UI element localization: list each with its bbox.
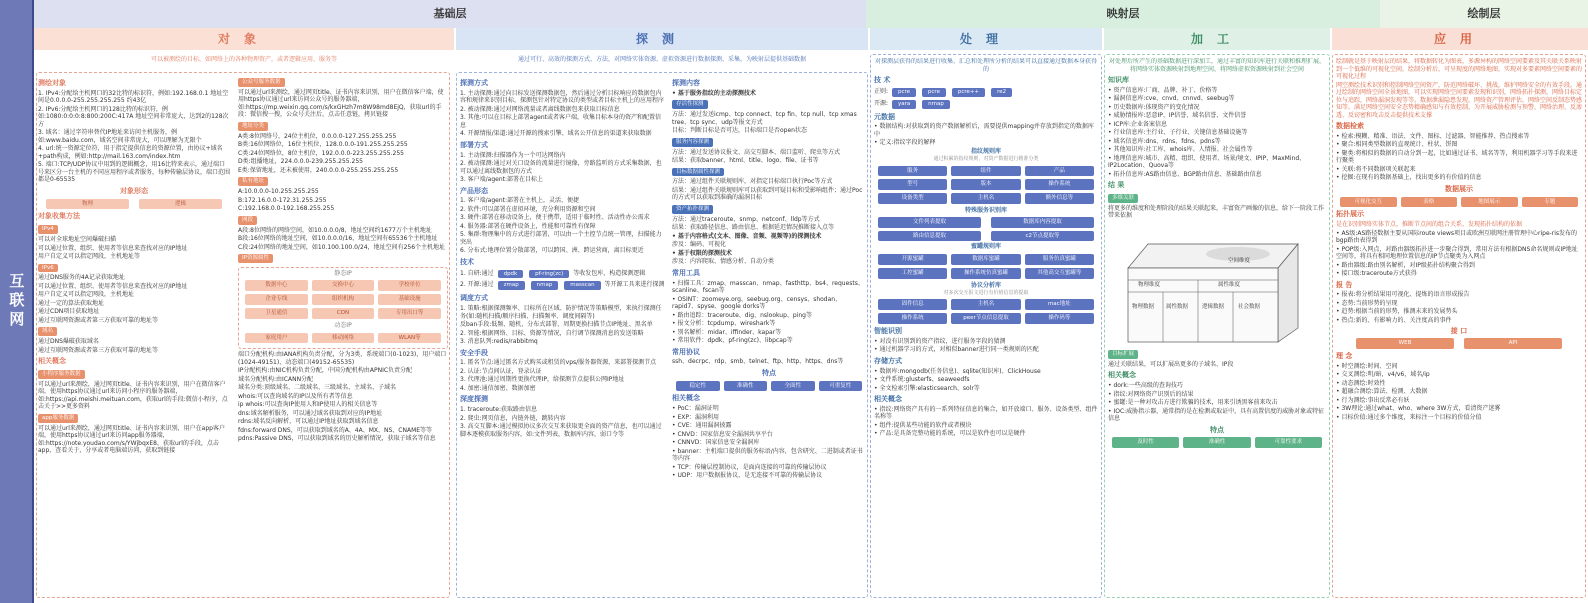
display-heading: 数据展示 bbox=[1445, 184, 1473, 193]
section-probe-title: 探测 bbox=[456, 28, 868, 50]
scan-line: 3. 其他:可以在目标上部署agent或者客户端，收集目标本身的资产和配置信息 bbox=[460, 114, 661, 129]
schedule-line: 1. 策略:根据探测频率、目标所在区域、防护情况等策略模型，来执行探测任务(如:随机扫描/顺序扫描、扫描频率、调度间隔等) bbox=[460, 305, 662, 320]
concept-heading: 相关概念 bbox=[672, 394, 700, 403]
retrieve-line: • 检索:模糊、精准、语法、文件、图标、过滤器、智能推荐、热点搜索等 bbox=[1336, 132, 1530, 140]
cube-col-label: 属性数据 bbox=[1166, 303, 1189, 310]
ipv6-line: 用户自定义可以指定网段，主机地址 bbox=[38, 291, 135, 299]
extra-line: 域名分类:顶级域名、二级域名、三级域名、主域名、子域名 bbox=[238, 384, 397, 392]
ipv4-line: 可以对全球地址空间爆破扫描 bbox=[38, 236, 117, 243]
addr-class-tag: 地址分类 bbox=[238, 122, 268, 131]
scan-heading: 探测方式 bbox=[460, 79, 488, 87]
refine-intro: 对处理后所产生的基础数据进行深加工，通过丰富的知识库进行关联和推理扩展，将网络实体资源映射到地理空间，将网络虚拟资源映射到社会空间 bbox=[1108, 58, 1325, 73]
expand-tag: 目标扩展 bbox=[1108, 350, 1138, 359]
tech-suffix: 等开源工具来进行探测 bbox=[604, 281, 665, 289]
addr-line: D类:组播地址，224.0.0.0-239.255.255.255 bbox=[238, 158, 363, 166]
addr-line: E类:保留地址，还未被使用，240.0.0.0-255.255.255.255 bbox=[238, 166, 399, 174]
deep-line: 1. traceroute:获取路由信息 bbox=[460, 406, 537, 413]
extra-line: pdns:Passive DNS，可以获取到域名的历史解析情况，获取子域名等信息 bbox=[238, 435, 436, 443]
deploy-line: 3. 客户端/agent:部署在目标上 bbox=[460, 176, 544, 183]
fp-lib-item: 组件 bbox=[951, 166, 1020, 177]
fp-tag: 目标数据属性探测 bbox=[672, 168, 724, 177]
scan-line: 1. 主动探测:通过向目标发送探测数据包，然后通过分析目标响应的数据包内容和规律来识别目标，探测包针对特定协议的类型或者目标主机上的应用程序 bbox=[460, 89, 665, 105]
proto-lib-item: mac地址 bbox=[1025, 299, 1094, 310]
app-column bbox=[1336, 58, 1582, 596]
kb-line: • 地理信息库:城市、高精、组织、使用者、场景/境文、IPIP、MaxMind、IP2Location、Quova等 bbox=[1108, 154, 1306, 170]
app-intro-2: 网空测绘技术识别和控制网络空间资产，防范网络破坏、挑战，维护网络安全的有效手段。通过绘制的网络空间全景地图，可以实现网络空间要素发现和识别，网络拓扑探测，网络目标定位与追踪，网络漏洞发现等等。数据泄漏隐患发现，网络资产管理评估，网络空间反制态势感知等。满足网络空间安全态势精确感知与有效控制，为开展威胁检测与预警，网络治理、反渗透、反窃密和攻击反击提供技术支撑 bbox=[1336, 81, 1582, 119]
api-item-web: WEB bbox=[1356, 338, 1454, 349]
special-item: c2节点提取等 bbox=[991, 231, 1094, 242]
meta-heading: 元数据 bbox=[874, 112, 895, 121]
refine-concept-line: • dork:一些高级的查询技巧 bbox=[1108, 382, 1183, 389]
feat-item: 全面性 bbox=[771, 381, 815, 392]
kb-line: • 威胁情报库:恶意IP、IP信誉、域名信誉、文件信誉 bbox=[1108, 112, 1247, 120]
process-column bbox=[874, 58, 1098, 596]
smart-line: • 通过机器学习的方式，对相似banner进行同一类规则的匹配 bbox=[874, 346, 1039, 354]
api-heading: 接 口 bbox=[1450, 327, 1468, 336]
kb-line: • 资产信息库:厂商、品牌、补丁、价格等 bbox=[1108, 86, 1218, 94]
kb-line: • ICP库:企业备案信息 bbox=[1108, 120, 1168, 128]
section-object-subtitle: 可以被测绘的目标，如网络上的各种物理资产，或者逻辑应用、服务等 bbox=[150, 55, 337, 63]
tech-pill: nmap bbox=[531, 281, 559, 290]
tools-line: • 别名解析：midar、iffinder、kapar等 bbox=[672, 328, 782, 336]
multi-tag: 多维关联 bbox=[1108, 194, 1138, 203]
report-heading: 报 告 bbox=[1336, 280, 1353, 289]
layer-row bbox=[34, 0, 1588, 28]
safety-line: 4. 加密:通信加密、数据加密 bbox=[460, 384, 536, 392]
tools-line: • 扫描工具：zmap、masscan、nmap、fasthttp、bs4、requests、scanline、fscan等 bbox=[672, 279, 864, 294]
proto-lib-item: peer节点信息提取 bbox=[951, 313, 1020, 324]
multi-text: 将更多的维度和处理阶段的结果关联起来，丰富资产画像的信息，给下一阶段工作带来依据 bbox=[1108, 204, 1325, 220]
private-tag: 私有地址 bbox=[238, 177, 268, 186]
honeypot-item: 操作系统仿真蜜罐 bbox=[951, 268, 1020, 279]
tech-suffix: 等收发包库，构造探测逻辑 bbox=[573, 269, 646, 277]
idea-line: • 超融合测绘:算法、检测、大数据 bbox=[1336, 388, 1428, 396]
process-concept-line: • 产品:是具备完整功能的系统，可以是软件也可以是硬件 bbox=[874, 430, 1026, 438]
feat-item: 稳定性 bbox=[676, 381, 720, 392]
miniapp-tag: 小程序服务数据 bbox=[38, 370, 85, 379]
refine-concept-line: • IOC:威胁指示器，通常指的是在检测或取证中，具有高置信度的威胁对象或特征信息 bbox=[1108, 407, 1325, 422]
kb-line: • 行业信息库:主行业、子行业、关键信息基础设施等 bbox=[1108, 129, 1248, 137]
honeypot-item: 数据库蜜罐 bbox=[951, 254, 1020, 265]
dynamic-ip-item: 家庭用户 bbox=[245, 333, 308, 344]
schedule-line: 3. 消息队列:redis/rabbitmq bbox=[460, 338, 538, 345]
layer-draw: 绘制层 bbox=[1380, 0, 1588, 28]
media-subheading: • 基于内容格式(文本、图像、音频、视频等)的探测技术 bbox=[672, 232, 822, 240]
regex-pill: re2 bbox=[991, 88, 1012, 97]
ip-attr-tag: IP资源属性 bbox=[238, 254, 273, 263]
cube-col-label: 社会数据 bbox=[1238, 303, 1261, 310]
report-line: • 趋势:根据当前的形势，推测未来的发展势头 bbox=[1336, 308, 1458, 316]
tech-pill: masscan bbox=[564, 281, 600, 290]
section-app-title: 应用 bbox=[1332, 28, 1588, 50]
domain-line: 通过DNS爆破获取域名 bbox=[38, 338, 99, 346]
layer-base: 基础层 bbox=[34, 0, 866, 28]
alive-tag: 存活性探测 bbox=[672, 100, 708, 109]
topo-display-sub: 是在识别网络实体节点，推断节点间的组合关系，发现拓扑结构的依据 bbox=[1336, 221, 1523, 229]
object-column-right bbox=[238, 76, 448, 596]
wechat-line: 可以通过url来测绘，通过网页title、证书内容来识别，用户在微信客户端，使用https协议通过url来访问公众号的服务器端，如:https://mp.weixin.qq.com/s/kxGHzh7m8W98md8EjQ，获取url的手段：微信搜一搜，公众号关注后，点击任意链，拷贝链接 bbox=[238, 88, 444, 119]
open-pill: nmap bbox=[922, 100, 950, 109]
kb-heading: 知识库 bbox=[1108, 76, 1129, 84]
refine-feat-item: 准确性 bbox=[1183, 437, 1250, 448]
concept-line: • TCP：传输层控制协议，是面向连接的可靠的传输层协议 bbox=[672, 463, 827, 471]
svc-subheading: • 基于服务指纹的主动探测技术 bbox=[672, 89, 756, 97]
refine-concept-heading: 相关概念 bbox=[1108, 371, 1136, 380]
proto-line: ssh、decrpc、rdp、smb、telnet、ftp、http、https、dns等 bbox=[672, 358, 844, 366]
addr-line: A类:8位网络号，24位主机位，0.0.0.0-127.255.255.255 bbox=[238, 132, 397, 140]
topo-tag: 资产拓扑探测 bbox=[672, 205, 713, 214]
product-line: 6. 分布式:地理位置分散部署，可以跨国、洲、跨运营商，离目标更近 bbox=[460, 247, 644, 255]
special-item: 路由信息提取 bbox=[878, 231, 981, 242]
report-line: • 报表:将分析结果用可视化、提炼的语言形成报告 bbox=[1336, 291, 1470, 299]
process-concept-line: • 组件:提供某些功能的软件或者模块 bbox=[874, 421, 972, 429]
refine-concept-line: • 蜜罐:是一种对攻击方进行欺骗的技术，用来引诱黑客前来攻击 bbox=[1108, 399, 1278, 406]
subnet-line: C段:24位网络的地址空间，如10.100.100.0/24，地址空间有256个主机地址 bbox=[238, 243, 446, 251]
static-ip-item: 学校单位 bbox=[378, 280, 441, 291]
honeypot-item: 其他高交互蜜罐等 bbox=[1025, 268, 1094, 279]
deploy-line: 2. 被动探测:通过对关口设备的流量进行镜像，旁路监听的方式采集数据，也可以通过离线数据包的方式 bbox=[460, 160, 662, 175]
related-heading: 相关概念 bbox=[38, 357, 66, 366]
proto-lib-sub: 对多次交互报文进行有价值信息的提取 bbox=[943, 290, 1029, 297]
extra-line: ip whois:可以查询IP使用人和IP使用人的相关信息等 bbox=[238, 401, 378, 409]
extra-line: IP分配机构:由NIC机构负责分配，中国分配机构由APNIC负责分配 bbox=[238, 367, 413, 375]
refine-feat-heading: 特点 bbox=[1210, 425, 1224, 434]
extra-line: dns:域名解析服务，可以通过域名获取到对应的IP地址 bbox=[238, 409, 383, 417]
topo-display-line: • 路由器级:路由别名解析，对IP级拓扑结构聚合得到 bbox=[1336, 261, 1475, 269]
tech-pill: zmap bbox=[498, 281, 525, 290]
retrieve-line: • 聚类:将相似的数据的自动分到一起，比如通过证书、域名等等，利用机器学习等手段来进行聚类 bbox=[1336, 149, 1578, 165]
tech-pill: pf-ring(zc) bbox=[529, 270, 569, 279]
product-heading: 产品形态 bbox=[460, 186, 488, 195]
special-heading: 特殊服务识别库 bbox=[964, 207, 1007, 215]
fp-lib-item: 主机名 bbox=[951, 193, 1020, 204]
kb-line: • 历史数据库:体现资产的变化情况 bbox=[1108, 103, 1200, 111]
extra-line: rdns:域名反向解析，可以通过IP地址获取到域名信息 bbox=[238, 418, 379, 426]
fp-lib-item: 额外信息等 bbox=[1025, 193, 1094, 204]
store-line: • 全文检索引擎:elasticsearch、solr等 bbox=[874, 384, 980, 392]
ipv6-line: 可以通过位置、组织、使用者等信息来查找对应的IP地址 bbox=[38, 282, 188, 290]
probe-column-left bbox=[460, 76, 666, 596]
ipv4-line: 用户自定义可以指定网段，主机地址等 bbox=[38, 253, 141, 260]
tools-heading: 常用工具 bbox=[672, 268, 700, 277]
scan-line: 2. 被动探测:通过对网络流量或者离线数据包来获取目标信息 bbox=[460, 105, 620, 113]
object-line: 3. 域名：通过字符串替代IP地址来访问主机服务，例如:www.baidu.com，域名空间非常庞大，可以理解为无限个 bbox=[38, 129, 202, 144]
tools-line: • 路由追踪：traceroute、dig、nslookup、ping等 bbox=[672, 311, 812, 319]
side-band bbox=[0, 0, 34, 603]
deploy-line: 1. 主动探测:扫描器作为一个可达网络内 bbox=[460, 151, 566, 159]
concept-line: • EXP：漏洞利用 bbox=[672, 413, 719, 421]
cube-col-label: 物理数据 bbox=[1132, 303, 1155, 310]
wechat-tag: 公众号服务数据 bbox=[238, 78, 285, 87]
deep-line: 2. 爬虫:网页信息，内链外链，跳转内容 bbox=[460, 414, 566, 422]
section-object-title: 对象 bbox=[34, 28, 454, 50]
idea-line: • 目标价值:通过多个维度，来标注一个目标的价值分值 bbox=[1336, 413, 1482, 421]
ipv6-line: 通过一定的算法获取地址 bbox=[38, 299, 105, 307]
kb-line: • 域名信息库:dns、rdns、fdns、pdns等 bbox=[1108, 137, 1221, 145]
svc-line: 方法：通过发送协议报文、高交互脚本、端口监听、爬虫等方式 bbox=[672, 148, 841, 156]
smart-heading: 智能识别 bbox=[874, 327, 902, 336]
concept-line: • PoC：漏洞证明 bbox=[672, 405, 719, 413]
refine-concept-line: • 指纹:对网络资产识别后的结果 bbox=[1108, 390, 1194, 398]
meta-line: • 定义:指纹字段的解释 bbox=[874, 139, 936, 147]
tech-heading: 技术 bbox=[460, 257, 474, 266]
ipv6-tag: IPv6 bbox=[38, 264, 58, 273]
feat-item: 准确性 bbox=[724, 381, 768, 392]
perm-line: 涉及：内容爬取、情感分析、自动分类 bbox=[672, 258, 775, 266]
probe-column-right bbox=[672, 76, 866, 596]
static-ip-item: 卫星通信 bbox=[245, 308, 308, 319]
subnet-line: B段:16位网络的地址空间，如10.0.0.0/16，地址空间有65536个主机地址 bbox=[238, 235, 438, 242]
fp-lib-item: 产品 bbox=[1025, 166, 1094, 177]
retrieve-line: • 聚合:相同类型数据的直观统计、柱状、饼图 bbox=[1336, 141, 1458, 149]
process-concept-heading: 相关概念 bbox=[874, 395, 902, 404]
fp-lib-item: 设备类型 bbox=[878, 193, 947, 204]
process-concept-line: • 指纹:网络资产具有的一系列特征信息的集合，如开放端口、服务、设备类型、组件名称等 bbox=[874, 405, 1098, 421]
private-line: C:192.168.0.0-192.168.255.255 bbox=[238, 205, 335, 213]
static-ip-item: 企业专线 bbox=[245, 294, 308, 305]
topo-line: 方法：通过traceroute、snmp、netconf、lldp等方式 bbox=[672, 215, 820, 223]
static-ip-item: CDN bbox=[312, 308, 375, 319]
cube-sub-label: 物理维度 bbox=[1138, 281, 1161, 288]
retrieve-heading: 数据检索 bbox=[1336, 122, 1364, 130]
concept-line: • banner：主机端口提供的服务标语/内容，包含研究、二进制或者证书等内容 bbox=[672, 447, 863, 463]
safety-line: 3. 代理池:通过周期性更换代理IP，给探测节点提供公网IP地址 bbox=[460, 376, 625, 384]
proto-lib-item: 操作系统 bbox=[878, 313, 947, 324]
retrieve-line: • 关联:将不同数据项关联起来 bbox=[1336, 165, 1416, 173]
schedule-heading: 调度方式 bbox=[460, 294, 488, 303]
store-line: • 文件系统:glusterfs、seaweedfs bbox=[874, 376, 970, 384]
cube-top-label: 空间维度 bbox=[1228, 257, 1251, 264]
display-item: 地图展示 bbox=[1461, 197, 1518, 208]
regex-pill: pcre bbox=[892, 88, 916, 97]
kb-line: • 拓扑信息库:AS路由信息、BGP路由信息、基础路由信息 bbox=[1108, 170, 1262, 178]
feat-heading: 特点 bbox=[762, 368, 776, 377]
alive-line: 方法：通过发送icmp、tcp connect、tcp fin、tcp null、tcp xmas tree、tcp sync、udp等报文方式 bbox=[672, 111, 857, 126]
proto-lib-item: 固件信息 bbox=[878, 299, 947, 310]
object-line: 4. url:统一资源定位符，用于指定提供信息的资源位置，由协议+域名+path构成，例如:http://mail.163.com/index.htm bbox=[38, 145, 223, 160]
object-form-heading: 对象形态 bbox=[120, 186, 148, 195]
refine-column bbox=[1108, 58, 1326, 596]
form-physical: 物理 bbox=[46, 199, 129, 210]
topo-display-line: • AS级:AS路径数据主要从国际route views项目或欧洲互联网注册管理中心ripe-ris发布的bgp路由表得到 bbox=[1336, 229, 1578, 245]
static-ip-item: 交换中心 bbox=[312, 280, 375, 291]
process-tech-heading: 技 术 bbox=[874, 76, 891, 84]
display-item: 可视化交互 bbox=[1340, 197, 1397, 208]
proto-lib-heading: 协议分析库 bbox=[970, 281, 1001, 289]
topo-line: 结果：获取路径信息、路由信息、根据延迟情况推断接入点等 bbox=[672, 224, 835, 232]
api-item-api: API bbox=[1464, 338, 1562, 349]
dynamic-ip-item: WLAN等 bbox=[378, 333, 441, 344]
idea-line: • 时空测绘:时间、空间 bbox=[1336, 362, 1398, 370]
appserver-tag: app服务数据 bbox=[38, 414, 78, 423]
tech-pill: dpdk bbox=[498, 270, 524, 279]
extra-line: 域名分配机构:由ICANN分配 bbox=[238, 375, 314, 383]
schedule-line: 2. 智能:根据网络、目标、资源等情况，自行调节探测消息的发送策略 bbox=[460, 329, 644, 337]
kb-line: • 其他知识库:社工库、whois库、人情报、社会属性等 bbox=[1108, 146, 1253, 154]
safety-line: 2. 认证:节点间认证，登录认证 bbox=[460, 367, 542, 375]
domain-line: 通过互联网资源或者第三方获取可靠的地址等 bbox=[38, 346, 159, 354]
proto-lib-item: 主机名 bbox=[951, 299, 1020, 310]
object-line: 5. 端口:TCP/UDP协议中用到的逻辑概念，用16比特来表示，通过端口号来区分一台主机的不同应用程序或者服务，每种传输层协议，端口范围都是0-65535 bbox=[38, 161, 230, 184]
meta-line: • 数据结构:对获取到的资产数据解析后，需要提供mapping并存放到指定的数据库中 bbox=[874, 123, 1094, 138]
deep-line: 3. 高交互脚本:通过模拟协议多次交互来获取更全面的资产信息，也可以通过脚本逐模获取服务内容，如:文件列表，数据库内容，弱口令等 bbox=[460, 423, 662, 438]
store-line: • 数据库:mongodb(任务信息)、sqlite(知识库)、ClickHouse bbox=[874, 367, 1041, 375]
concept-line: • CNVD：国家信息安全漏洞共享平台 bbox=[672, 430, 773, 438]
dynamic-ip-title: 动态IP bbox=[334, 322, 352, 329]
extra-line: whois:可以查询域名的IP以及所有者等信息 bbox=[238, 392, 353, 400]
fp-line: 方法：通过组件关联规则库，对指定目标端口执行Poc等方式 bbox=[672, 178, 833, 186]
domain-tag: 域名 bbox=[38, 327, 57, 336]
safety-heading: 安全手段 bbox=[460, 348, 488, 357]
expand-text: 通过关联结果，可以扩展出更多的子域名、IP段 bbox=[1108, 360, 1234, 368]
smart-line: • 对没有识别到的资产指纹，进行服务字段的猜测 bbox=[874, 337, 1006, 345]
cube-col-label: 逻辑数据 bbox=[1202, 303, 1225, 310]
idea-line: • 行为测绘:事出反常必有妖 bbox=[1336, 396, 1410, 404]
regex-pill: pcre bbox=[922, 88, 946, 97]
side-label: 互联网 bbox=[7, 273, 26, 330]
regex-row bbox=[874, 87, 1098, 98]
form-logical: 逻辑 bbox=[139, 199, 222, 210]
tools-line: • 常用软件：dpdk、pf-ring(zc)、libpcap等 bbox=[672, 337, 793, 344]
open-row bbox=[874, 99, 1098, 110]
regex-pill: pcre++ bbox=[952, 88, 985, 97]
object-heading: 测绘对象 bbox=[38, 79, 66, 87]
fp-lib-item: 型号 bbox=[878, 179, 947, 190]
addr-line: C类:24位网络位，8位主机位，192.0.0.0-223.255.255.255 bbox=[238, 149, 404, 157]
topo-display-line: • 接口级:traceroute方式获得 bbox=[1336, 270, 1417, 278]
tech-line-1 bbox=[460, 269, 666, 280]
ipv4-line: 可以通过位置、组织、使用者等信息来查找对应的IP地址 bbox=[38, 244, 188, 252]
method-heading: 对象收集方法 bbox=[38, 212, 80, 221]
object-column-left bbox=[38, 76, 230, 596]
section-probe-subtitle: 通过可行、高效的探测方式、方法，对网络实体资源、虚拟资源进行数据探测、采集，为映射层提供基础数据 bbox=[517, 55, 806, 63]
layer-map: 映射层 bbox=[866, 0, 1380, 28]
appserver-line: 可以通过url来测绘，通过网页title、证书内容来识别，用户在app客户端，使用https协议通过url来访问app服务器端，如:https://note.youdao.com/s/YWjbqxE8，获取url的手段，点击app，查看关于，分享或者电脑端访问，获取到链接 bbox=[38, 424, 225, 455]
ipv6-line: 通过DNS服务的4A记录获取地址 bbox=[38, 274, 125, 282]
refine-feat-item: 可靠性要求 bbox=[1255, 437, 1322, 448]
scan-line: 4. 开源情报/渠道:通过开源的搜索引擎、域名公开信息的渠道来获取数据 bbox=[460, 130, 652, 138]
media-line: 涉及：编码、可视化 bbox=[672, 241, 727, 249]
object-line: 2. IPv6:分配给主机网口的128比特的标识符，例如:1080:0:0:0:8:800:200C:417A 地址空间非常庞大，达到2的128次方 bbox=[38, 105, 229, 128]
idea-line: • 动态测绘:时效性 bbox=[1336, 379, 1386, 387]
subnet-tag: 网段 bbox=[238, 216, 257, 225]
special-item: 数据库内容提取 bbox=[991, 217, 1094, 228]
section-refine-title: 加工 bbox=[1104, 28, 1330, 50]
subnet-line: A段:8位网络的网络空间，如10.0.0.0/8，地址空间约1677万个主机地址 bbox=[238, 226, 432, 234]
product-line: 3. 硬件:部署在移动设备上，便于携带，适用于临时性、活动性办公需求 bbox=[460, 214, 650, 222]
honeypot-item: 开源蜜罐 bbox=[878, 254, 947, 265]
kb-line: • 漏洞信息库:cve、cnvd、cnnvd、seebug等 bbox=[1108, 95, 1235, 103]
safety-line: 1. 匿名节点:通过匿名方式购买或租赁的vps/服务器资源，来部署探测节点 bbox=[460, 359, 657, 367]
product-line: 4. 服务器:部署在硬件设备上，性能和可靠性有保障 bbox=[460, 222, 596, 230]
display-item: 表格 bbox=[1401, 197, 1458, 208]
alive-line: 目标：判断目标是否可达，目标端口是否open状态 bbox=[672, 127, 807, 135]
cube-sub-label: 属性维度 bbox=[1218, 281, 1241, 288]
proto-lib-item: 操作码等 bbox=[1025, 313, 1094, 324]
section-process-title: 处理 bbox=[870, 28, 1102, 50]
static-ip-item: 数据中心 bbox=[245, 280, 308, 291]
regex-label: 正则: bbox=[874, 87, 889, 95]
special-item: 文件列表提取 bbox=[878, 217, 981, 228]
result-heading: 结 果 bbox=[1108, 181, 1125, 190]
app-intro: 绘制就是基于映射层的结果，将数据转化为图表，多源异构的网络空间要素及其关联关系映射到一个低维的可视化空间，绘制分析后，可呈现度的网络地图，实现对多要素网络空间要素的可视化过程 bbox=[1336, 58, 1582, 80]
tools-line: • 报文分析：tcpdump、wireshark等 bbox=[672, 320, 776, 327]
deep-heading: 深度探测 bbox=[460, 395, 488, 404]
dynamic-ip-item: 移动网络 bbox=[312, 333, 375, 344]
display-item: 专题 bbox=[1522, 197, 1579, 208]
fp-lib-item: 操作系统 bbox=[1025, 179, 1094, 190]
addr-line: B类:16位网络位，16位主机位，128.0.0.0-191.255.255.255 bbox=[238, 141, 408, 149]
store-heading: 存储方式 bbox=[874, 356, 902, 365]
topo-display-heading: 拓扑展示 bbox=[1336, 210, 1364, 219]
private-line: A:10.0.0.0-10.255.255.255 bbox=[238, 188, 319, 196]
report-line: • 态势:当前形势的呈现 bbox=[1336, 299, 1398, 307]
tech-prefix: 2. 开源:通过 bbox=[460, 281, 494, 289]
idea-line: • 3W理论:通过what、who、where 3W方式，看清资产迷雾 bbox=[1336, 405, 1501, 413]
schedule-line: 反ban手段:低频、随机、分布式部署、周期更换扫描节点IP地址、黑名单 bbox=[460, 321, 653, 328]
deploy-heading: 部署方式 bbox=[460, 140, 488, 149]
honeypot-item: 工控蜜罐 bbox=[878, 268, 947, 279]
report-line: • 热点:新的、有影响力的、关注度高的事件 bbox=[1336, 316, 1452, 324]
static-ip-item: 组织机构 bbox=[312, 294, 375, 305]
honeypot-heading: 蜜罐规则库 bbox=[970, 243, 1001, 251]
concept-line: • CNNVD：国家信息安全漏洞库 bbox=[672, 439, 760, 447]
idea-heading: 理 念 bbox=[1336, 352, 1353, 360]
object-line: 1. IPv4:分配给主机网口的32比特的标识符，例如:192.168.0.1 地址空间是0.0.0.0-255.255.255.255 约43亿 bbox=[38, 89, 229, 105]
content-heading: 探测内容 bbox=[672, 79, 700, 87]
ipv4-tag: IPv4 bbox=[38, 225, 58, 234]
product-line: 2. 软件:可以部署在虚拟环境，充分利用资源和空间 bbox=[460, 205, 596, 213]
process-intro: 对探测层获得的结果进行收集、汇总和处理所分析的结果可以直接通过数据本身获得的 bbox=[874, 58, 1097, 73]
honeypot-item: 服务仿真蜜罐 bbox=[1025, 254, 1094, 265]
fp-lib-item: 版本 bbox=[951, 179, 1020, 190]
tech-line-2 bbox=[460, 280, 666, 291]
miniapp-line: 可以通过url来测绘，通过网页title、证书内容来识别，用户在微信客户端，使用https协议通过url来访问小程序的服务器端，如:https://api.meishi.meituan.com，获取url的手段:微信小程序，点击关于>>更多资料 bbox=[38, 380, 228, 411]
static-ip-item: 专用出口等 bbox=[378, 308, 441, 319]
concept-line: • CVE：通用漏洞披露 bbox=[672, 422, 732, 430]
feat-item: 可重复性 bbox=[819, 381, 863, 392]
open-label: 开源: bbox=[874, 99, 889, 107]
perm-subheading: • 基于权限的探测技术 bbox=[672, 249, 732, 257]
extra-line: fdns:forward DNS，可以获取到域名的A、4A、MX、NS、CNAME等等 bbox=[238, 426, 433, 434]
svc-tag: 服务内容探测 bbox=[672, 138, 713, 147]
cube-diagram bbox=[1108, 224, 1326, 344]
fp-line: 结果：通过组件关联规则库可以获取到可疑目标和受影响组件；通过Poc的方式可以获取到准确的漏洞目标 bbox=[672, 186, 863, 202]
ipv6-line: 通过CDN项目获取地址 bbox=[38, 308, 100, 316]
product-line: 1. 客户端/agent:部署在主机上，灵活、便捷 bbox=[460, 197, 580, 205]
topo-display-line: • POP级:入网点，对路由器级拓扑进一步聚合得到，常用方法有根据DNS命名规则或IP地址空间等，将具有相同地理位置信息的IP节点聚类为入网点 bbox=[1336, 245, 1578, 261]
ipv6-line: 通过互联网资源或者第三方获取可靠的地址等 bbox=[38, 316, 159, 324]
svc-line: 结果：获取banner、html、title、logo、file、证书等 bbox=[672, 157, 819, 164]
open-pill: yara bbox=[892, 100, 916, 109]
retrieve-line: • 挖掘:在现有的数据基础上，找出更多的有价值的信息 bbox=[1336, 174, 1482, 182]
proto-heading: 常用协议 bbox=[672, 347, 700, 356]
private-line: B:172.16.0.0-172.31.255.255 bbox=[238, 196, 327, 204]
refine-feat-item: 及时性 bbox=[1112, 437, 1179, 448]
fp-lib-sub: 通过积累的指纹规则，对资产数据进行精准分类 bbox=[933, 156, 1039, 163]
static-ip-title: 静态IP bbox=[334, 269, 352, 277]
concept-line: • UDP：用户数据报协议，是无连接不可靠的传输层协议 bbox=[672, 472, 823, 480]
idea-line: • 交叉测绘:明/暗，v4/v6，域名/ip bbox=[1336, 371, 1430, 379]
static-ip-item: 基础设施 bbox=[378, 294, 441, 305]
fp-lib-heading: 指纹规则库 bbox=[970, 147, 1001, 155]
tech-prefix: 1. 自研:通过 bbox=[460, 269, 494, 277]
fp-lib-item: 服务 bbox=[878, 166, 947, 177]
extra-line: 端口分配机构:由IANA机构负责分配，分为3类，系统端口(0-1023)，用户端口(1024-49151)、动态端口(49152-65535) bbox=[238, 351, 447, 366]
tools-line: • OSINT：zoomeye.org、seebug.org、censys、shodan、rapid7、spyse、google dorks等 bbox=[672, 295, 842, 310]
product-line: 5. 集群:物理集中的方式进行部署，可以由一个主控节点统一管理，扫描能力突出 bbox=[460, 231, 662, 246]
